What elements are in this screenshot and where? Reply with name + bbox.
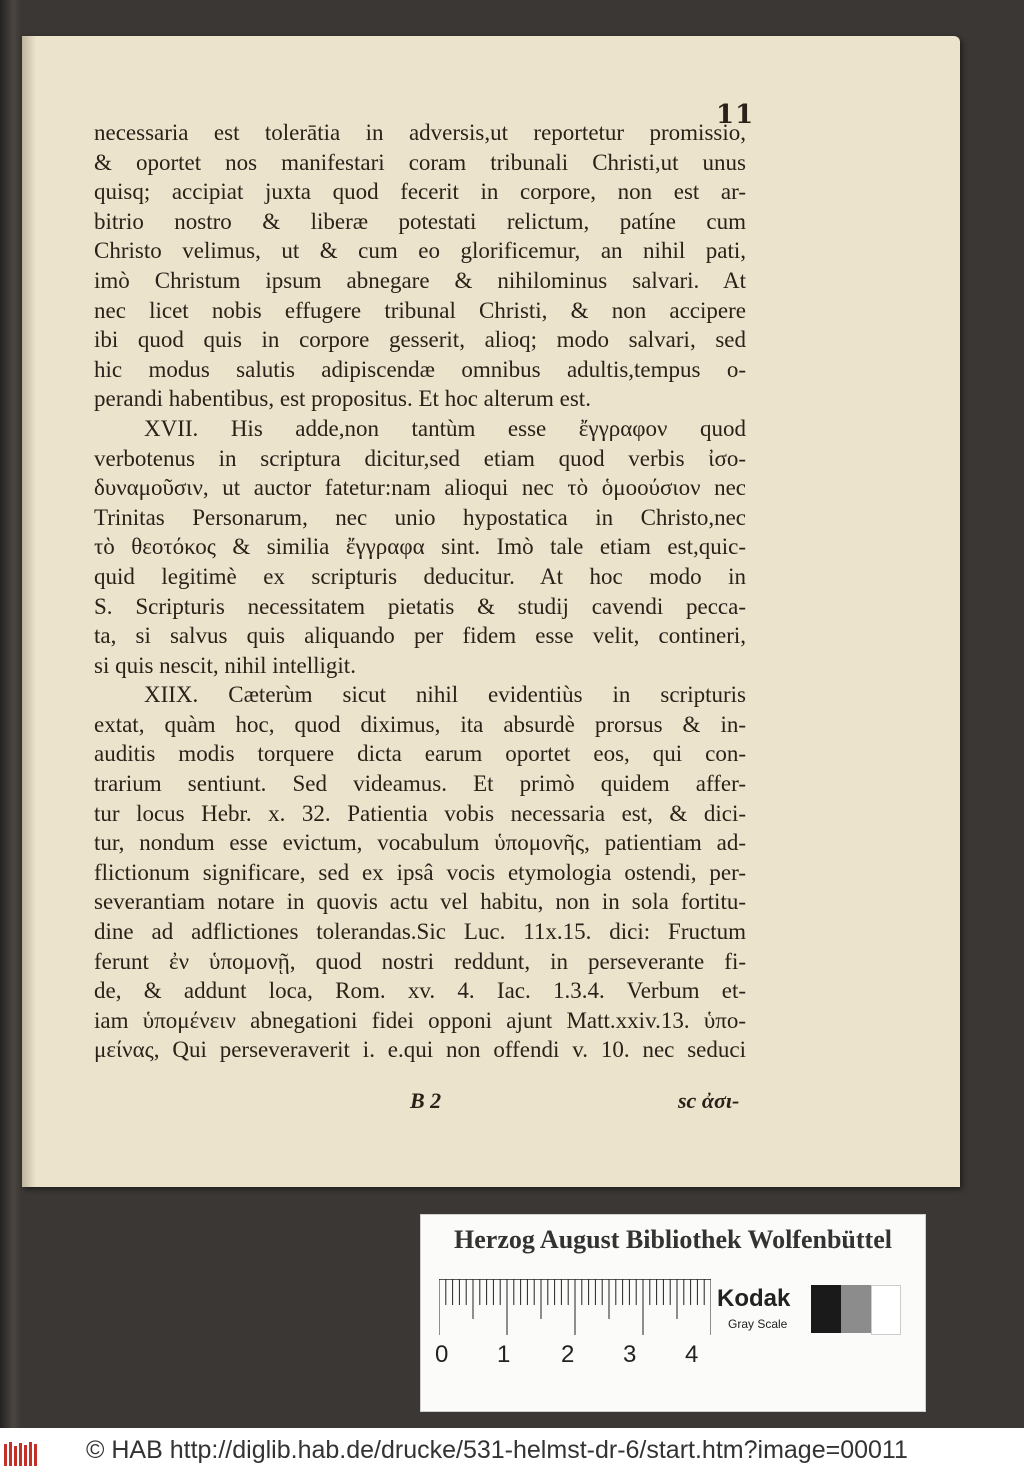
text-line: nec licet nobis effugere tribunal Christi, & non accipere: [94, 297, 746, 323]
text-line: extat, quàm hoc, quod diximus, ita absurdè prorsus & in-: [94, 711, 746, 737]
page-number: 11: [716, 100, 755, 130]
section-heading-line: XVII. His adde,non tantùm esse ἔγγραφον quod: [144, 415, 746, 441]
text-line: quid legitimè ex scripturis deducitur. At hoc modo in: [94, 563, 746, 589]
page-gutter-shadow: [22, 36, 36, 1187]
text-line: tur, nondum esse evictum, vocabulum ὑπομονῆς, patientiam ad-: [94, 830, 746, 856]
text-line: ferunt ἐν ὑπομονῇ, quod nostri reddunt, in perseverante fi-: [94, 948, 746, 974]
text-line: flictionum significare, sed ex ipsâ vocis etymologia ostendi, per-: [94, 859, 746, 885]
text-line: tur locus Hebr. x. 32. Patientia vobis necessaria est, & dici-: [94, 800, 746, 826]
catchword: sc ἀσι-: [678, 1088, 740, 1113]
copyright-url: © HAB http://diglib.hab.de/drucke/531-helmst-dr-6/start.htm?image=00011: [86, 1436, 908, 1464]
section-heading-line: XIIX. Cæterùm sicut nihil evidentiùs in scripturis: [144, 682, 746, 708]
signature-mark: B 2: [410, 1088, 442, 1113]
text-line: iam ὑπομένειν abnegationi fidei opponi ajunt Matt.xxiv.13. ὑπο-: [94, 1007, 746, 1033]
white-swatch: [871, 1285, 901, 1335]
footer-bar: [0, 1428, 1024, 1478]
scale-ruler: [439, 1279, 711, 1337]
text-line: verbotenus in scriptura dicitur,sed etiam quod verbis ἰσο-: [94, 445, 746, 471]
text-line: trarium sentiunt. Sed videamus. Et primò quidem affer-: [94, 771, 746, 797]
hab-logo-icon: [4, 1440, 40, 1468]
text-line: imò Christum ipsum abnegare & nihilominus salvari. At: [94, 267, 746, 293]
text-line: perandi habentibus, est propositus. Et hoc alterum est.: [94, 386, 591, 412]
book-edge: [0, 0, 22, 1428]
text-line: hic modus salutis adipiscendæ omnibus adultis,tempus o-: [94, 356, 746, 382]
text-line: Trinitas Personarum, nec unio hypostatica in Christo,nec: [94, 504, 746, 530]
black-swatch: [811, 1285, 841, 1333]
ruler-number: 2: [561, 1341, 575, 1368]
text-line: auditis modis torquere dicta earum oportet eos, qui con-: [94, 741, 746, 767]
text-line: Christo velimus, ut & cum eo glorificemur, an nihil pati,: [94, 238, 746, 264]
text-line: bitrio nostro & liberæ potestati relictum, patíne cum: [94, 208, 746, 234]
ruler-number: 0: [435, 1341, 449, 1368]
text-line: ibi quod quis in corpore gesserit, alioq; modo salvari, sed: [94, 327, 746, 353]
text-line: dine ad adflictiones tolerandas.Sic Luc. 11x.15. dici: Fructum: [94, 919, 746, 945]
text-line: ta, si salvus quis aliquando per fidem esse velit, contineri,: [94, 623, 746, 649]
text-line: δυναμοῦσιν, ut auctor fatetur:nam alioqui nec τὸ ὁμοούσιον nec: [94, 475, 746, 501]
gray-swatch: [841, 1285, 871, 1333]
text-line: τὸ θεοτόκος & similia ἔγγραφα sint. Imò tale etiam est,quic-: [94, 534, 746, 560]
text-line: necessaria est tolerātia in adversis,ut reportetur promissio,: [94, 120, 746, 145]
ruler-number: 4: [685, 1341, 699, 1368]
library-name: Herzog August Bibliothek Wolfenbüttel: [454, 1225, 892, 1254]
text-line: si quis nescit, nihil intelligit.: [94, 652, 356, 678]
text-line: μείνας, Qui perseveraverit i. e.qui non offendi v. 10. nec seduci: [94, 1037, 746, 1063]
text-line: quisq; accipiat juxta quod fecerit in corpore, non est ar-: [94, 179, 746, 205]
archive-label: [420, 1214, 926, 1412]
ruler-numbers: [435, 1341, 725, 1377]
text-line: S. Scripturis necessitatem pietatis & studij cavendi pecca-: [94, 593, 746, 619]
kodak-logo-text: Kodak: [717, 1285, 791, 1312]
text-line: & oportet nos manifestari coram tribunali Christi,ut unus: [94, 149, 746, 175]
gray-scale-caption: Gray Scale: [728, 1317, 788, 1331]
ruler-number: 1: [497, 1341, 511, 1368]
ruler-number: 3: [623, 1341, 637, 1368]
text-line: de, & addunt loca, Rom. xv. 4. Iac. 1.3.4. Verbum et-: [94, 978, 746, 1004]
text-line: severantiam notare in quovis actu vel habitu, non in sola fortitu-: [94, 889, 746, 915]
page-text: [94, 118, 746, 1065]
